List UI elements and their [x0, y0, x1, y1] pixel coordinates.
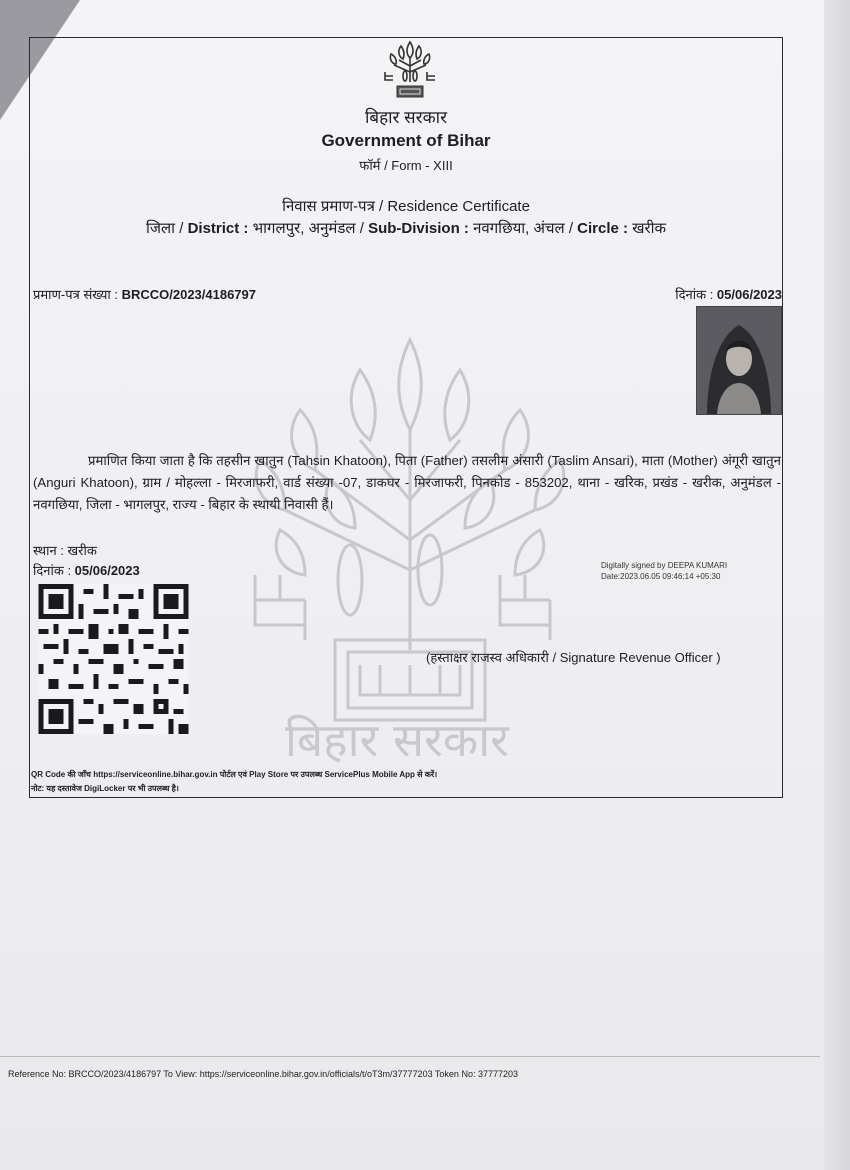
- certificate-body: प्रमाणित किया जाता है कि तहसीन खातुन (Tahsin Khatoon), पिता (Father) तसलीम अंसारी (Taslim Ansari), माता (Mother) अंगूरी खातुन (Anguri Khatoon), ग्राम / मोहल्ला - मिरजाफरी, वार्ड संख्या -07, डाकघर - मिरजाफरी, पिनकोड - 853202, थाना - खरिक, प्रखंड - खरीक, अनुमंडल - नवगछिया, जिला - भागलपुर, राज्य - बिहार के स्थायी निवासी हैं।: [33, 453, 781, 512]
- bihar-emblem-icon: [379, 38, 441, 100]
- certificate-number: [33, 285, 256, 303]
- qr-verification-note: QR Code की जाँच https://serviceonline.bihar.gov.in पोर्टल एवं Play Store पर उपलब्ध ServicePlus Mobile App से करें।: [31, 770, 438, 779]
- certificate-date-value: 05/06/2023: [716, 287, 782, 302]
- footer-divider: [0, 1056, 820, 1057]
- place-line: [33, 541, 97, 559]
- applicant-photo: [696, 306, 782, 415]
- digilocker-note: नोट: यह दस्तावेज DigiLocker पर भी उपलब्ध है।: [31, 784, 179, 793]
- title-hindi: बिहार सरकार: [364, 108, 448, 127]
- place-value: खरीक: [67, 543, 97, 558]
- form-number: फॉर्म / Form - XIII: [359, 158, 453, 173]
- district-label-hindi: जिला /: [145, 220, 188, 237]
- certificate-type: निवास प्रमाण-पत्र / Residence Certificate: [282, 198, 530, 215]
- subdivision-label: Sub-Division :: [368, 220, 469, 237]
- issue-date-label: दिनांक :: [33, 563, 75, 578]
- watermark-text: बिहार सरकार: [285, 713, 509, 767]
- issue-date-line: [33, 561, 140, 579]
- certificate-date-label: दिनांक :: [675, 287, 717, 302]
- reference-line: Reference No: BRCCO/2023/4186797 To View: https://serviceonline.bihar.gov.in/officials/t/oT3m/37777203 Token No: 37777203: [8, 1069, 518, 1079]
- circle-value: खरीक: [628, 220, 667, 237]
- certificate-number-label: प्रमाण-पत्र संख्या :: [33, 287, 122, 302]
- certificate-number-value: BRCCO/2023/4186797: [121, 287, 256, 302]
- subdivision-value: नवगछिया, अंचल /: [468, 220, 578, 237]
- circle-label: Circle :: [577, 220, 629, 237]
- district-line: [29, 218, 783, 238]
- qr-code-icon: [37, 584, 190, 734]
- digital-signature-date: Date:2023.06.05 09:46:14 +05:30: [601, 572, 721, 581]
- issue-date-value: 05/06/2023: [74, 563, 140, 578]
- district-value: भागलपुर, अनुमंडल /: [248, 220, 369, 237]
- person-photo-icon: [697, 307, 781, 414]
- officer-signature-label: (हस्ताक्षर राजस्व अधिकारी / Signature Revenue Officer ): [426, 650, 721, 665]
- digital-signature: [601, 560, 727, 582]
- district-label: District :: [187, 220, 249, 237]
- page-title: Government of Bihar: [321, 131, 491, 150]
- certificate-date: [675, 285, 782, 303]
- paper-edge: [824, 0, 850, 1170]
- place-label: स्थान :: [33, 543, 68, 558]
- digital-signature-name: Digitally signed by DEEPA KUMARI: [601, 561, 728, 570]
